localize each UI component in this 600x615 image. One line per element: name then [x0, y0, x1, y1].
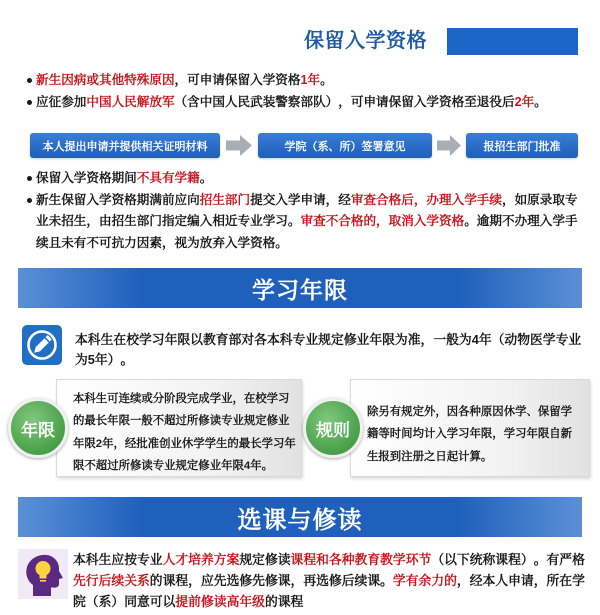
text-segment: 审查合格后，办理入学手续: [350, 192, 502, 207]
bullet-illness-reserve: [26, 69, 596, 91]
text-segment: （含中国人民武装警察部队），可申请保留入学资格至退役后: [174, 95, 515, 109]
flow-step-college-opinion: 学院（系、所）签署意见: [258, 133, 432, 158]
bullet-text: [36, 69, 586, 91]
card-duration: [56, 379, 302, 477]
bullet-dot: [27, 78, 32, 83]
card-text: 本科生可连续或分阶段完成学业，在校学习的最长年限一般不超过所修读专业规定修业年限2年，经批准创业休学学生的最长学习年限不超过所修读专业规定修业年限4年。: [73, 393, 296, 472]
bullet-text: [36, 91, 586, 113]
text-segment: 学有余力的: [392, 573, 457, 588]
text-segment: （以下统称课程）。有严格: [431, 552, 585, 567]
text-segment: 新生因病或其他特殊原因: [36, 73, 175, 87]
study-years-intro: 本科生在校学习年限以教育部对各本科专业规定修业年限为准，一般为4年（动物医学专业为5年）。: [75, 332, 582, 367]
note-expiry-procedure: [26, 190, 596, 255]
text-segment: 。: [320, 73, 333, 87]
badge-rules: 规则: [303, 398, 363, 458]
text-segment: 。逾期不办理入学手续且未有不可抗力因素，视为放弃入学资格。: [36, 214, 578, 250]
bullet-dot: [27, 198, 32, 203]
text-segment: 招生部门: [199, 192, 251, 207]
flow-step-admission-approval: 报招生部门批准: [466, 133, 578, 158]
bullet-dot: [27, 176, 32, 181]
banner-course-selection: 选课与修读: [18, 497, 582, 537]
text-segment: 提交入学申请，经: [250, 192, 351, 207]
text-segment: ，经本人申请，所在学院（系）同意可以: [73, 573, 585, 609]
reserve-bullet-list: [26, 69, 596, 113]
text-segment: 1年: [300, 73, 321, 87]
text-segment: 应征参加: [36, 95, 87, 109]
text-segment: 审查不合格的，取消入学资格: [300, 214, 465, 228]
head-lightbulb-icon: [18, 549, 68, 599]
text-segment: 。: [199, 171, 213, 185]
card-rules: [350, 379, 590, 477]
flow-step-apply: 本人提出申请并提供相关证明材料: [30, 133, 220, 158]
text-segment: 课程和各种教育教学环节: [290, 552, 432, 567]
text-segment: 的课程，应先选修先修课，再选修后续课。: [149, 573, 393, 588]
text-segment: 新生保留入学资格期满前应向: [36, 192, 200, 207]
text-segment: ，如原录取专业未招生，由招生部门指定编入相近专业学习。: [36, 192, 578, 228]
text-segment: 保留入学资格期间: [36, 171, 137, 185]
text-segment: 规定修读: [239, 552, 291, 567]
arrow-right-icon: [226, 135, 252, 156]
text-segment: 中国人民解放军: [86, 95, 175, 109]
bullet-dot: [27, 100, 32, 105]
text-segment: 提前修读高年级: [175, 594, 265, 609]
pencil-icon: [22, 325, 62, 365]
text-segment: 人才培养方案: [162, 552, 240, 567]
text-segment: 2年: [514, 95, 535, 109]
text-segment: 不具有学籍: [136, 171, 200, 185]
badge-duration: 年限: [8, 398, 68, 458]
text-segment: 。: [534, 95, 547, 109]
text-segment: 本科生应按专业: [73, 552, 163, 567]
reserve-notes-list: [26, 168, 596, 254]
note-no-status: [26, 168, 596, 190]
text-segment: 的课程: [264, 594, 304, 609]
title-accent-bar: [447, 28, 578, 55]
arrow-right-icon: [437, 135, 461, 156]
bullet-military-reserve: [26, 91, 596, 113]
bullet-text: [36, 190, 586, 255]
card-text: 除另有规定外，因各种原因休学、保留学籍等时间均计入学习年限，学习年限自新生报到注册之日起计算。: [367, 406, 573, 463]
course-selection-text: [73, 549, 589, 612]
text-segment: ，可申请保留入学资格: [174, 73, 301, 87]
bullet-text: [36, 168, 586, 190]
text-segment: 先行后续关系: [73, 573, 150, 588]
banner-study-years: 学习年限: [18, 268, 582, 308]
section-title-reserve: 保留入学资格: [304, 30, 427, 52]
